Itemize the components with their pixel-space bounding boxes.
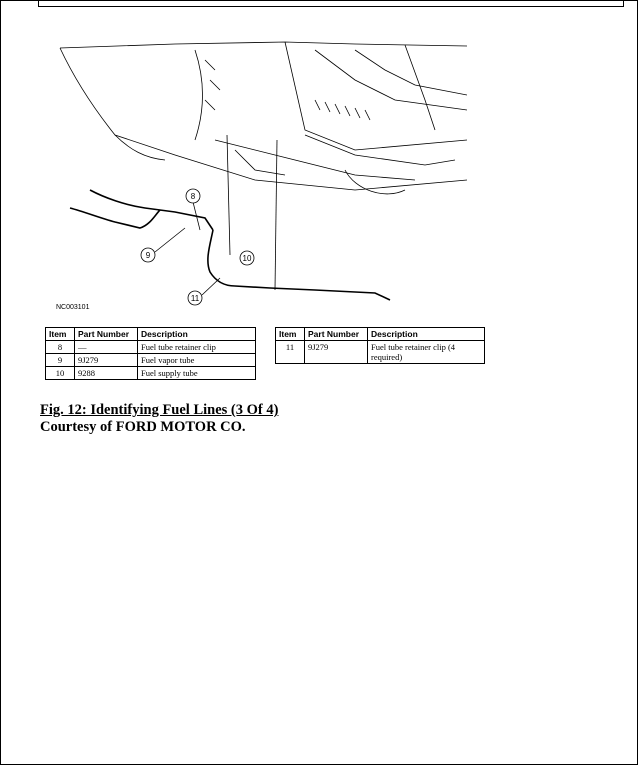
caption-courtesy: Courtesy of FORD MOTOR CO. [40,419,246,435]
wheelwell-detail [205,60,220,110]
table-row [276,341,485,364]
cell-description: Fuel vapor tube [138,354,256,367]
cell-part-number: 9J279 [75,354,138,367]
header-description: Description [138,328,256,341]
cell-description: Fuel tube retainer clip [138,341,256,354]
leader-9 [155,228,185,252]
wheel-arch [115,135,165,160]
cell-item: 9 [46,354,75,367]
top-frame [38,0,624,7]
parts-table-left [45,327,256,380]
cell-description: Fuel tube retainer clip (4 required) [368,341,485,364]
table-row [46,354,256,367]
fuel-vapor-tube-line [70,208,160,228]
door-post [405,45,435,130]
leader-11 [202,278,220,295]
body-hatching [315,100,370,120]
table-row [46,341,256,354]
rocker-panel [285,42,467,150]
figure-code: NC003101 [56,304,90,311]
leader-10 [227,135,230,255]
parts-table-right [275,327,485,364]
fuel-tank [345,170,405,194]
cell-item: 8 [46,341,75,354]
underbody-bottom-edge [60,48,467,190]
fuel-lines-diagram [55,40,467,325]
frame-rail [305,135,455,165]
caption-title: Fig. 12: Identifying Fuel Lines (3 Of 4) [40,402,279,418]
cell-item: 10 [46,367,75,380]
table-header-row [276,328,485,341]
table-row [46,367,256,380]
door-edge [315,50,467,110]
callout-9-label: 9 [145,251,151,260]
cell-part-number: — [75,341,138,354]
header-item: Item [276,328,305,341]
header-part-number: Part Number [75,328,138,341]
callout-8-label: 8 [190,192,196,201]
cell-item: 11 [276,341,305,364]
diagram-drawing [55,40,467,325]
cell-part-number: 9J279 [305,341,368,364]
cell-description: Fuel supply tube [138,367,256,380]
crossmember [235,150,285,175]
header-item: Item [46,328,75,341]
header-part-number: Part Number [305,328,368,341]
figure-caption [40,402,278,436]
cell-part-number: 9288 [75,367,138,380]
leader-11b [275,140,277,290]
header-description: Description [368,328,485,341]
table-header-row [46,328,256,341]
fuel-supply-tube-line [208,230,390,300]
callout-10-label: 10 [242,254,252,263]
callout-11-label: 11 [190,294,200,303]
fender-well [195,50,203,140]
